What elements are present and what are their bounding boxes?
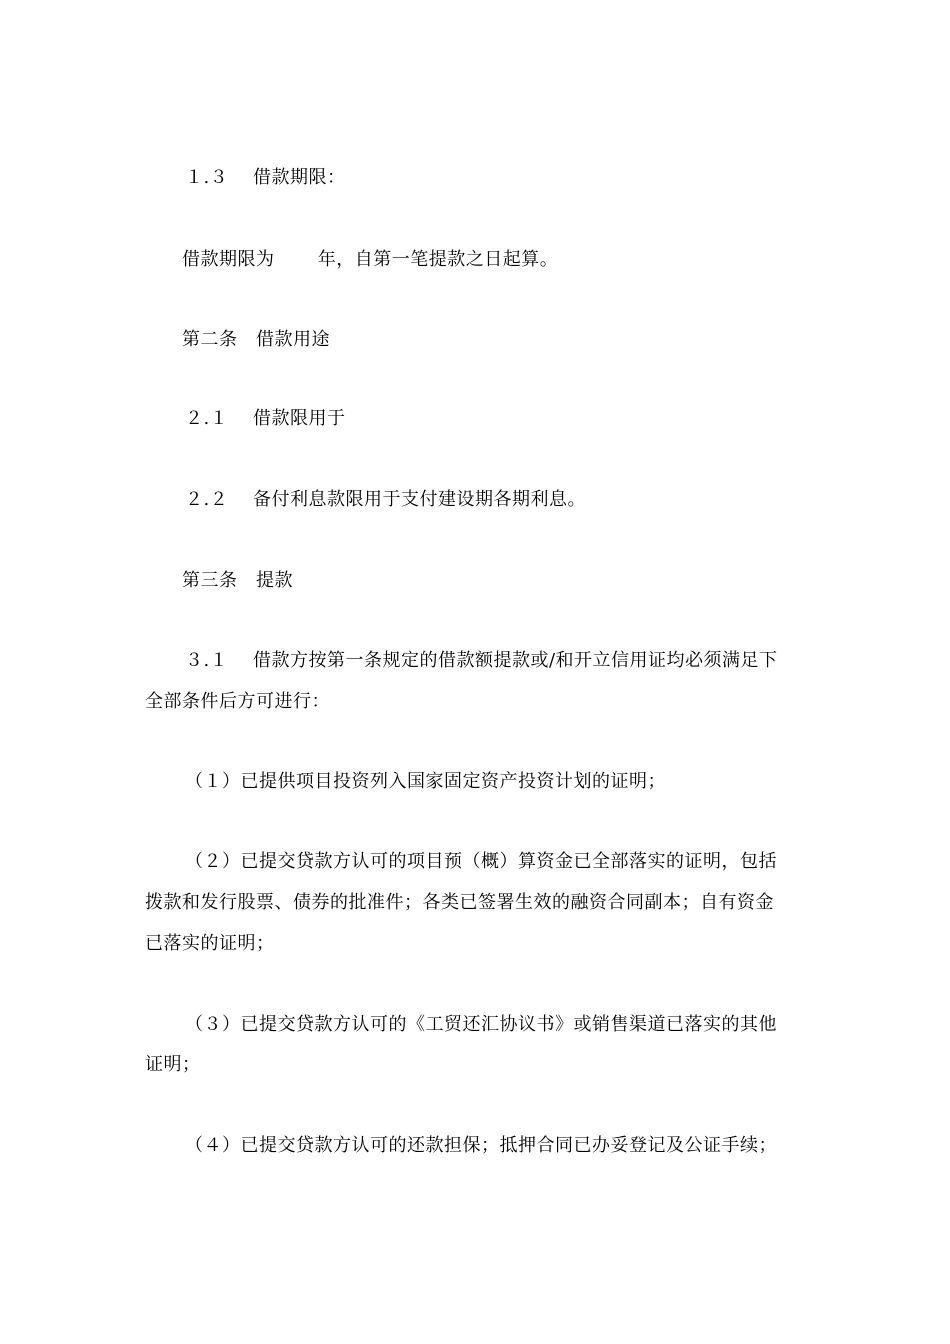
clause-2-2: ２.２ 备付利息款限用于支付建设期各期利息。 bbox=[185, 489, 586, 510]
article-3-heading: 第三条 提款 bbox=[182, 570, 293, 591]
clause-3-1-line-1: ３.１ 借款方按第一条规定的借款额提款或/和开立信用证均必须满足下 bbox=[185, 650, 778, 671]
article-2-heading: 第二条 借款用途 bbox=[182, 329, 330, 350]
loan-term-paragraph: 借款期限为 年，自第一笔提款之日起算。 bbox=[182, 249, 559, 270]
condition-2-line-2: 拨款和发行股票、债券的批准件；各类已签署生效的融资合同副本；自有资金 bbox=[145, 892, 774, 913]
clause-2-1: ２.１ 借款限用于 bbox=[185, 408, 346, 429]
condition-3-line-2: 证明； bbox=[145, 1054, 201, 1075]
condition-4: （４）已提交贷款方认可的还款担保；抵押合同已办妥登记及公证手续； bbox=[185, 1135, 777, 1156]
condition-2-line-1: （２）已提交贷款方认可的项目预（概）算资金已全部落实的证明，包括 bbox=[185, 851, 777, 872]
clause-1-3-heading: １.３ 借款期限： bbox=[185, 167, 346, 188]
condition-2-line-3: 已落实的证明； bbox=[145, 933, 275, 954]
clause-3-1-line-2: 全部条件后方可进行： bbox=[145, 691, 330, 712]
condition-1: （１）已提供项目投资列入国家固定资产投资计划的证明； bbox=[185, 771, 666, 792]
condition-3-line-1: （３）已提交贷款方认可的《工贸还汇协议书》或销售渠道已落实的其他 bbox=[185, 1014, 777, 1035]
